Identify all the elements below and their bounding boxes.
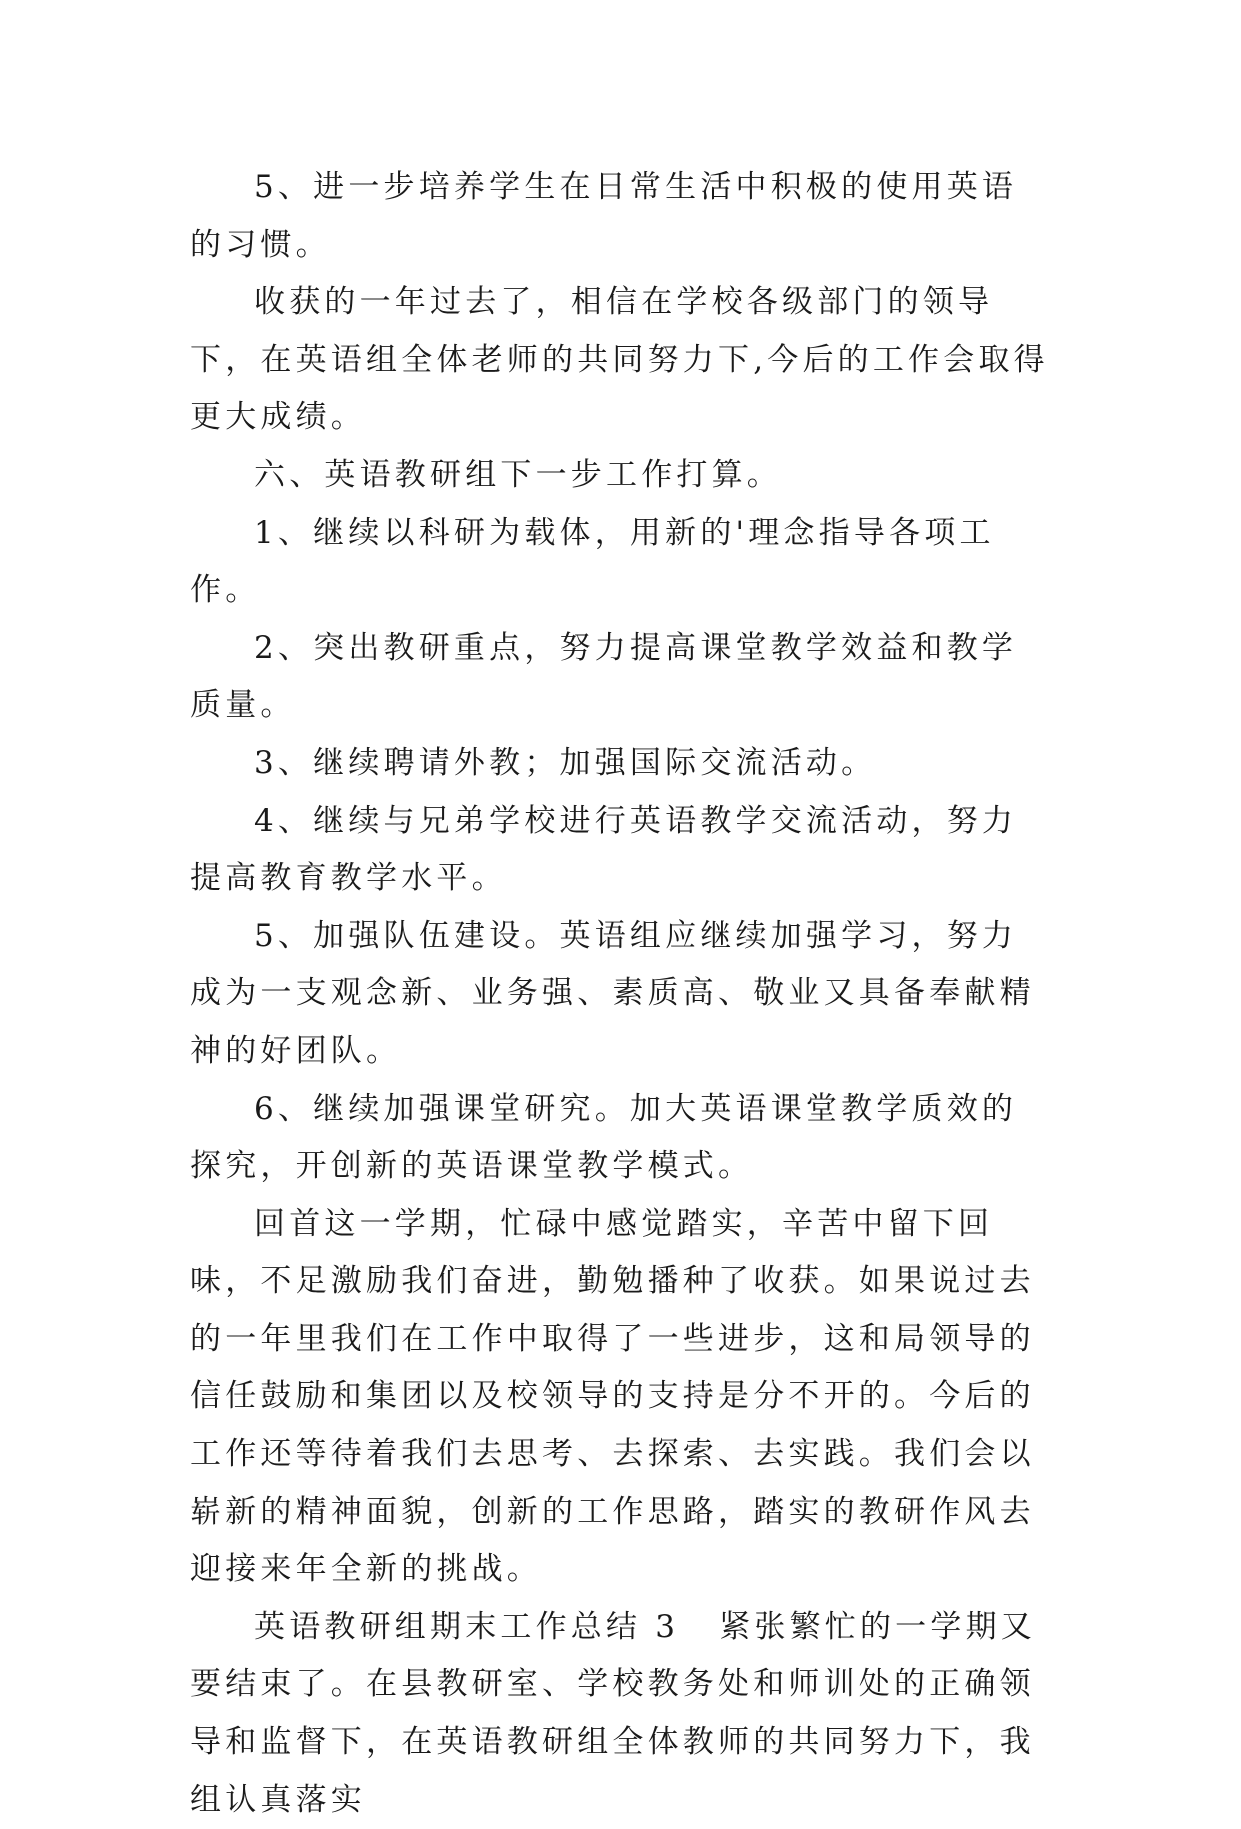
paragraph-summary-3 — [190, 1599, 1050, 1829]
paragraph-plan-1: 1、继续以科研为载体，用新的'理念指导各项工作。 — [190, 514, 995, 609]
paragraph-plan-2: 2、突出教研重点，努力提高课堂教学效益和教学质量。 — [190, 629, 1018, 724]
paragraph-plan-6: 6、继续加强课堂研究。加大英语课堂教学质效的探究，开创新的英语课堂教学模式。 — [190, 1090, 1018, 1185]
paragraph-review: 回首这一学期，忙碌中感觉踏实，辛苦中留下回味，不足激励我们奋进，勤勉播种了收获。如果说过去的一年里我们在工作中取得了一些进步，这和局领导的信任鼓励和集团以及校领导的支持是分不开的。今后的工作还等待着我们去思考、去探索、去实践。我们会以崭新的精神面貌，创新的工作思路，踏实的教研作风去迎接来年全新的挑战。 — [190, 1205, 1035, 1588]
section-heading-next-plan: 六、英语教研组下一步工作打算。 — [254, 456, 782, 493]
paragraph-plan-3: 3、继续聘请外教；加强国际交流活动。 — [254, 744, 877, 781]
paragraph-item-5-habit: 5、进一步培养学生在日常生活中积极的使用英语的习惯。 — [190, 169, 1018, 263]
paragraph-plan-5: 5、加强队伍建设。英语组应继续加强学习，努力成为一支观念新、业务强、素质高、敬业又具备奉献精神的好团队。 — [190, 917, 1035, 1069]
summary-3-heading: 英语教研组期末工作总结 3 — [254, 1608, 680, 1645]
paragraph-plan-4: 4、继续与兄弟学校进行英语教学交流活动，努力提高教育教学水平。 — [190, 802, 1018, 897]
document-body — [190, 159, 1050, 1829]
summary-3-body: 紧张繁忙的一学期又要结束了。在县教研室、学校教务处和师训处的正确领导和监督下，在英语教研组全体教师的共同努力下，我组认真落实 — [190, 1608, 1036, 1818]
paragraph-harvest: 收获的一年过去了，相信在学校各级部门的领导下，在英语组全体老师的共同努力下,今后的工作会取得更大成绩。 — [190, 284, 1049, 436]
